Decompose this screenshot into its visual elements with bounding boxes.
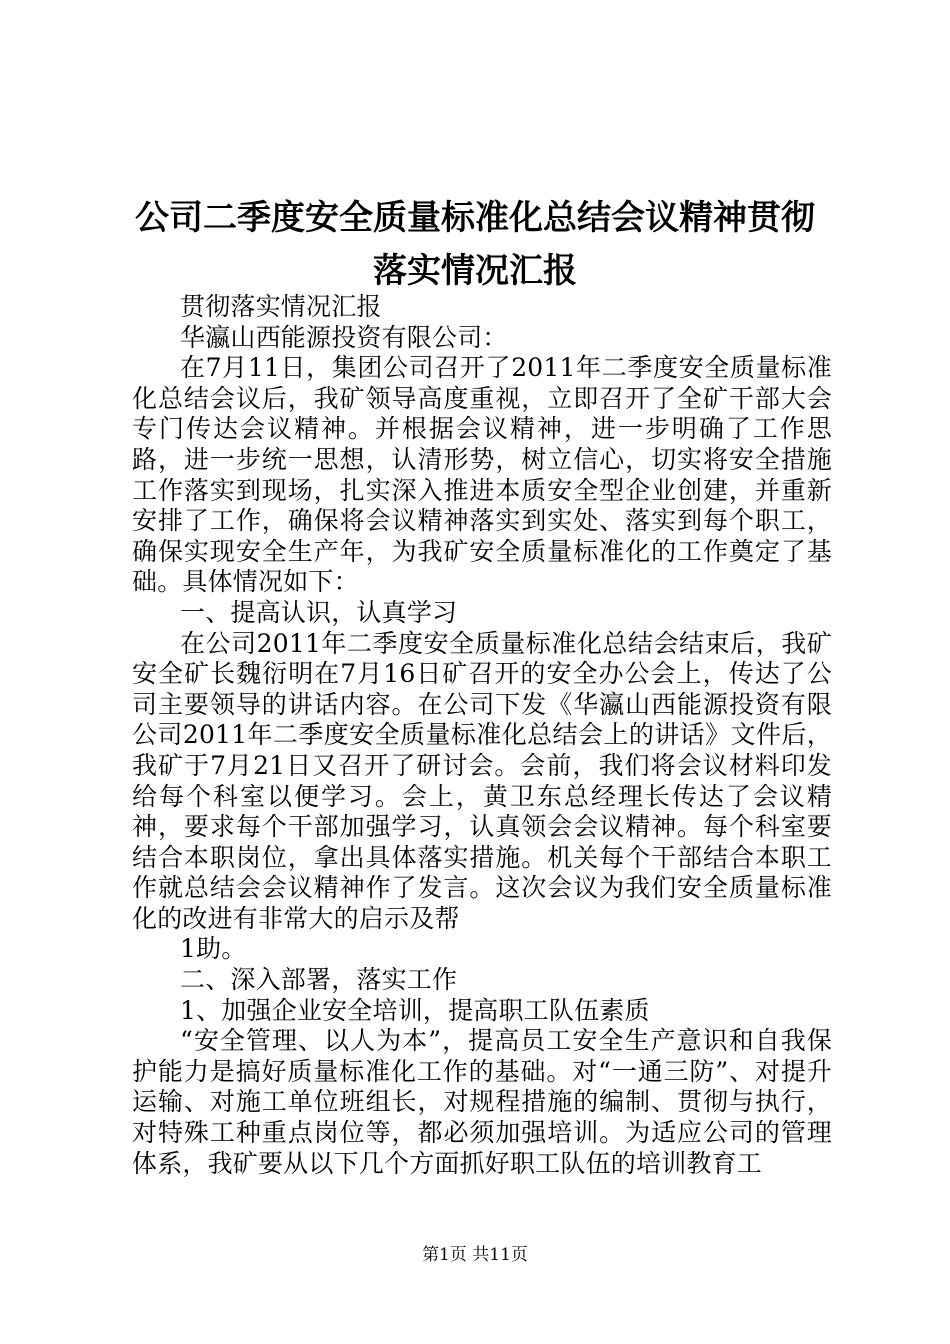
paragraph-section-1: 在公司2011年二季度安全质量标准化总结会结束后，我矿安全矿长魏衍明在7月16日矿召开的安全办公会上，传达了公司主要领导的讲话内容。在公司下发《华瀛山西能源投资有限公司2011年二季度安全质量标准化总结会上的讲话》文件后，我矿于7月21日又召开了研讨会。会前，我们将会议材料印发给每个科室以便学习。会上，黄卫东总经理长传达了会议精神，要求每个干部加强学习，认真领会会议精神。每个科室要结合本职岗位，拿出具体落实措施。机关每个干部结合本职工作就总结会会议精神作了发言。这次会议为我们安全质量标准化的改进有非常大的启示及帮 [132, 628, 832, 933]
section-heading-2: 二、深入部署，落实工作 [180, 965, 458, 995]
document-body [132, 292, 832, 1179]
section-heading-1: 一、提高认识，认真学习 [180, 597, 458, 627]
paragraph-heading: 贯彻落实情况汇报 [180, 292, 382, 321]
paragraph-intro: 在7月11日，集团公司召开了2011年二季度安全质量标准化总结会议后，我矿领导高度重视，立即召开了全矿干部大会专门传达会议精神。并根据会议精神，进一步明确了工作思路，进一步统一思想，认清形势，树立信心，切实将安全措施工作落实到现场，扎实深入推进本质安全型企业创建，并重新安排了工作，确保将会议精神落实到实处、落实到每个职工，确保实现安全生产年，为我矿安全质量标准化的工作奠定了基础。具体情况如下： [132, 353, 832, 597]
document-title-line-1: 公司二季度安全质量标准化总结会议精神贯彻 [135, 198, 815, 238]
paragraph-addressee: 华瀛山西能源投资有限公司： [180, 322, 508, 352]
page-footer: 第1页 共11页 [422, 1245, 528, 1265]
paragraph-training: “安全管理、以人为本”，提高员工安全生产意识和自我保护能力是搞好质量标准化工作的基础。对“一通三防”、对提升运输、对施工单位班组长，对规程措施的编制、贯彻与执行，对特殊工种重点岗位等，都必须加强培训。为适应公司的管理体系，我矿要从以下几个方面抓好职工队伍的培训教育工 [132, 1026, 832, 1178]
document-title-line-2: 落实情况汇报 [373, 251, 577, 291]
subsection-heading-1: 1、加强企业安全培训，提高职工队伍素质 [180, 995, 650, 1025]
paragraph-continuation: 1助。 [180, 934, 247, 964]
